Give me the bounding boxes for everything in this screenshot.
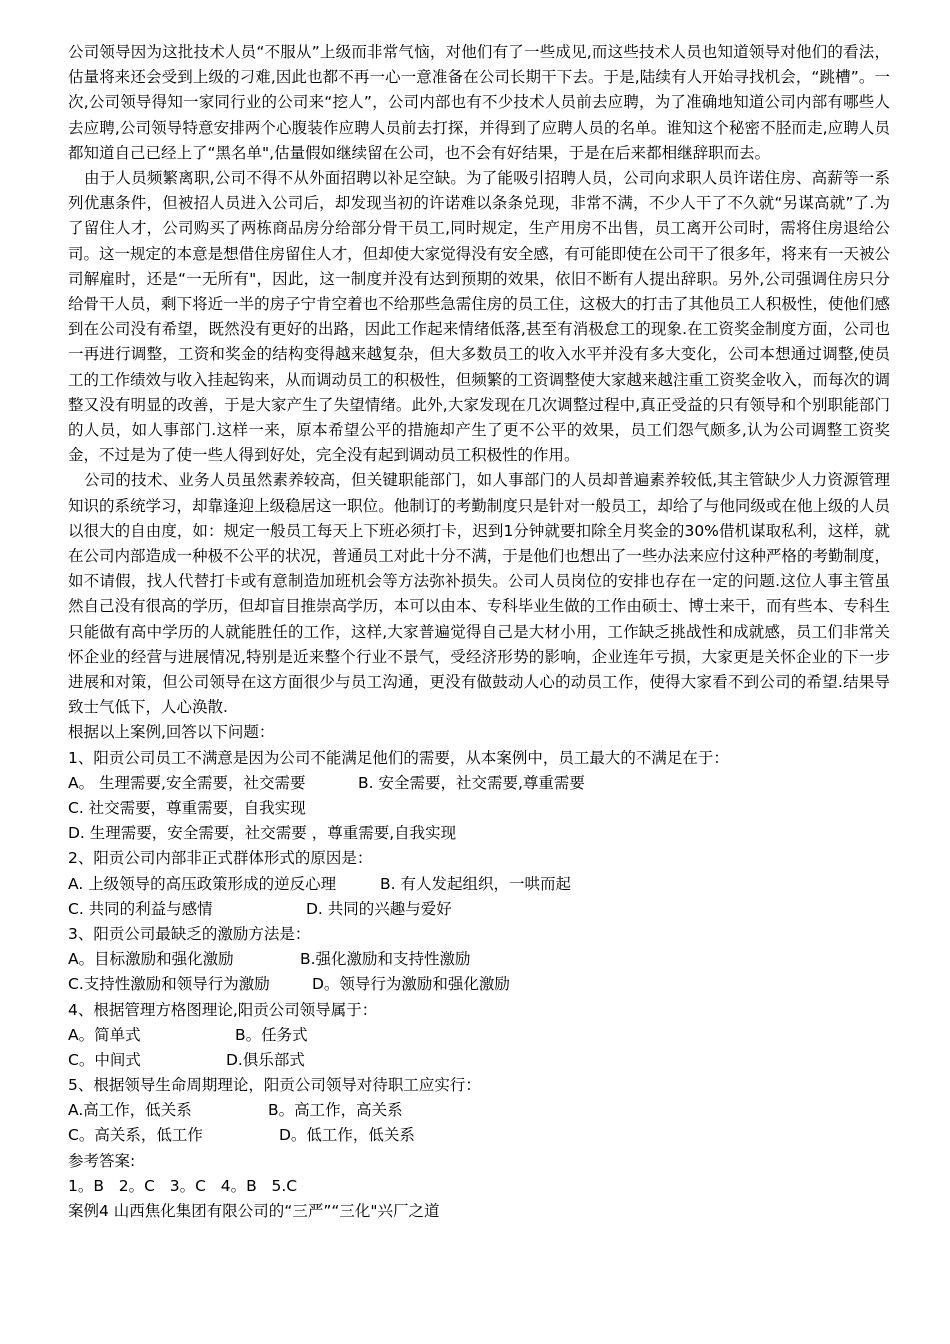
question-4-row-cd bbox=[68, 1048, 890, 1073]
question-5-option-b: B。高工作，高关系 bbox=[268, 1101, 403, 1120]
question-4-option-d: D.俱乐部式 bbox=[226, 1050, 305, 1069]
question-3-option-b: B.强化激励和支持性激励 bbox=[300, 950, 471, 969]
question-2-option-c: C. 共同的利益与感情 bbox=[68, 899, 213, 918]
question-4-option-c: C。中间式 bbox=[68, 1050, 141, 1069]
question-1-option-c: C. 社交需要，尊重需要，自我实现 bbox=[68, 799, 306, 818]
question-3-row-cd bbox=[68, 972, 890, 997]
question-5-option-d: D。低工作，低关系 bbox=[279, 1126, 415, 1145]
question-5-row-cd bbox=[68, 1123, 890, 1148]
paragraph-3: 公司的技术、业务人员虽然素养较高，但关键职能部门，如人事部门的人员却普遍素养较低,其主管缺少人力资源管理知识的系统学习，却靠逢迎上级稳居这一职位。他制订的考勤制度只是针对一般员工，却给了与他同级或在他上级的人员以很大的自由度，如：规定一般员工每天上下班必须打卡，迟到1分钟就要扣除全月奖金的30%借机谋取私利，这样，就在公司内部造成一种极不公平的状况，普通员工对此十分不满，于是他们也想出了一些办法来应付这种严格的考勤制度，如不请假，找人代替打卡或有意制造加班机会等方法弥补损失。公司人员岗位的安排也存在一定的问题.这位人事主管虽然自己没有很高的学历，但却盲目推崇高学历，本可以由本、专科毕业生做的工作由硕士、博士来干，而有些本、专科生只能做有高中学历的人就能胜任的工作，这样,大家普遍觉得自己是大材小用，工作缺乏挑战性和成就感，员工们非常关怀企业的经营与进展情况,特别是近来整个行业不景气，受经济形势的影响，企业连年亏损，大家更是关怀企业的下一步进展和对策，但公司领导在这方面很少与员工沟通，更没有做鼓动人心的动员工作，使得大家看不到公司的希望.结果导致士气低下，人心涣散. bbox=[68, 471, 890, 717]
paragraph-1: 公司领导因为这批技术人员“不服从”上级而非常气恼，对他们有了一些成见,而这些技术人员也知道领导对他们的看法，估量将来还会受到上级的刁难,因此也都不再一心一意准备在公司长期干下去。于是,陆续有人开始寻找机会，“跳槽”。一次,公司领导得知一家同行业的公司来“挖人”，公司内部也有不少技术人员前去应聘，为了准确地知道公司内部有哪些人去应聘,公司领导特意安排两个心腹装作应聘人员前去打探，并得到了应聘人员的名单。谁知这个秘密不胫而走,应聘人员都知道自己已经上了“黑名单",估量假如继续留在公司，也不会有好结果，于是在后来都相继辞职而去。 bbox=[68, 43, 890, 162]
question-3-row-ab bbox=[68, 947, 890, 972]
question-3-option-a: A。目标激励和强化激励 bbox=[68, 950, 234, 969]
question-1-option-a: A。 生理需要,安全需要，社交需要 bbox=[68, 773, 306, 792]
question-4-option-b: B。任务式 bbox=[235, 1025, 308, 1044]
question-5-option-c: C。高关系，低工作 bbox=[68, 1126, 203, 1145]
next-case-title: 案例4 山西焦化集团有限公司的“三严”“三化"兴厂之道 bbox=[68, 1202, 440, 1221]
question-5-stem: 5、根据领导生命周期理论，阳贡公司领导对待职工应实行： bbox=[68, 1076, 481, 1095]
answers-label: 参考答案: bbox=[68, 1151, 136, 1170]
paragraph-2: 由于人员频繁离职,公司不得不从外面招聘以补足空缺。为了能吸引招聘人员，公司向求职人员许诺住房、高薪等一系列优惠条件，但被招人员进入公司后，却发现当初的许诺难以条条兑现，非常不满，不少人干了不久就“另谋高就”了.为了留住人才，公司购买了两栋商品房分给部分骨干员工,同时规定，生产用房不出售，员工离开公司时，需将住房退给公司。这一规定的本意是想借住房留住人才，但却使大家觉得没有安全感，有可能即使在公司干了很多年，将来有一天被公司解雇时，还是“一无所有"，因此，这一制度并没有达到预期的效果，依旧不断有人提出辞职。另外,公司强调住房只分给骨干人员，剩下将近一半的房子宁肯空着也不给那些急需住房的员工住，这极大的打击了其他员工人积极性，使他们感到在公司没有希望，既然没有更好的出路，因此工作起来情绪低落,甚至有消极怠工的现象.在工资奖金制度方面，公司也一再进行调整，工资和奖金的结构变得越来越复杂，但大多数员工的收入水平并没有多大变化，公司本想通过调整,使员工的工作绩效与收入挂起钩来，从而调动员工的积极性，但频繁的工资调整使大家越来越注重工资奖金收入，而每次的调整又没有明显的改善，于是大家产生了失望情绪。此外,大家发现在几次调整过程中,真正受益的只有领导和个别职能部门的人员，如人事部门.这样一来，原本希望公平的措施却产生了更不公平的效果，员工们怨气颇多,认为公司调整工资奖金，不过是为了使一些人得到好处，完全没有起到调动员工积极性的作用。 bbox=[68, 169, 890, 465]
question-5-option-a: A.高工作，低关系 bbox=[68, 1101, 192, 1120]
document-page bbox=[68, 40, 890, 1224]
question-1-row-ab bbox=[68, 771, 890, 796]
question-2-row-ab bbox=[68, 872, 890, 897]
questions-intro: 根据以上案例,回答以下问题： bbox=[68, 723, 275, 742]
question-4-stem: 4、根据管理方格图理论,阳贡公司领导属于： bbox=[68, 1000, 378, 1019]
question-2-stem: 2、阳贡公司内部非正式群体形式的原因是： bbox=[68, 849, 373, 868]
question-4-row-ab bbox=[68, 1023, 890, 1048]
question-4-option-a: A。简单式 bbox=[68, 1025, 141, 1044]
question-3-option-d: D。领导行为激励和强化激励 bbox=[312, 975, 510, 994]
question-1-option-d: D. 生理需要，安全需要，社交需要 ，尊重需要,自我实现 bbox=[68, 824, 457, 843]
answers-list: 1。B 2。C 3。C 4。B 5.C bbox=[68, 1176, 298, 1195]
question-3-option-c: C.支持性激励和领导行为激励 bbox=[68, 975, 270, 994]
question-3-stem: 3、阳贡公司最缺乏的激励方法是： bbox=[68, 924, 311, 943]
question-2-option-b: B. 有人发起组织，一哄而起 bbox=[380, 874, 571, 893]
question-1-stem: 1、阳贡公司员工不满意是因为公司不能满足他们的需要，从本案例中，员工最大的不满足在于： bbox=[68, 748, 729, 767]
question-5-row-ab bbox=[68, 1098, 890, 1123]
question-1-option-b: B. 安全需要，社交需要,尊重需要 bbox=[358, 773, 585, 792]
question-2-option-d: D. 共同的兴趣与爱好 bbox=[306, 899, 452, 918]
question-2-option-a: A. 上级领导的高压政策形成的逆反心理 bbox=[68, 874, 337, 893]
question-2-row-cd bbox=[68, 897, 890, 922]
